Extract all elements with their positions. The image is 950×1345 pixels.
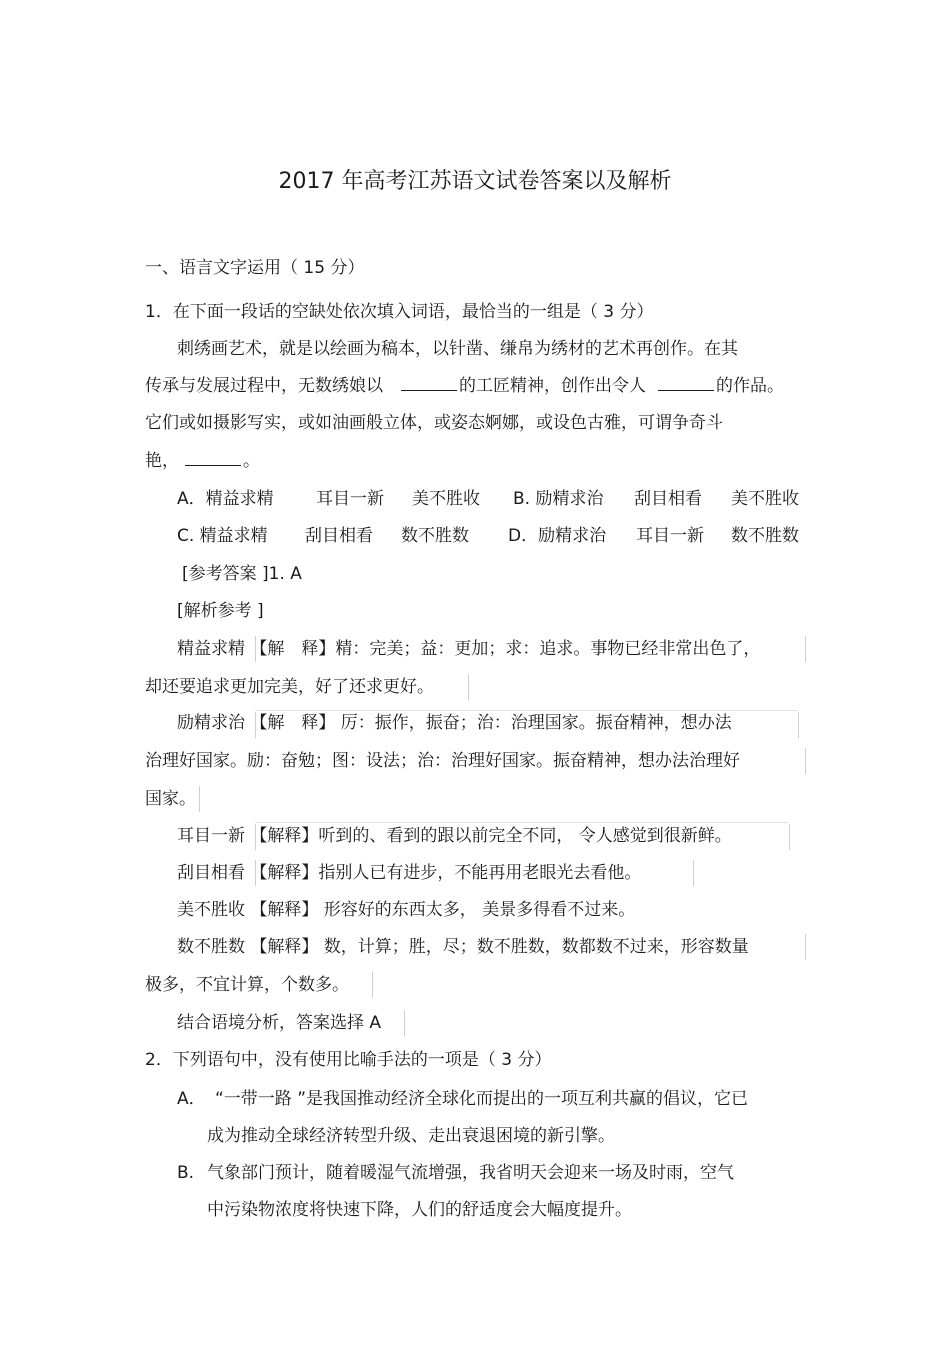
passage-text: 的作品。 — [716, 376, 784, 396]
table-border — [255, 710, 798, 711]
question-1-stem: 1．在下面一段话的空缺处依次填入词语，最恰当的一组是（ 3 分） — [145, 302, 654, 322]
table-border — [404, 1010, 405, 1036]
option-a-label: A．精益求精 — [177, 489, 274, 509]
option-c-word-3: 数不胜数 — [401, 526, 469, 546]
passage-text: 传承与发展过程中，无数绣娘以 — [145, 376, 383, 396]
option-d-word-2: 耳目一新 — [636, 526, 704, 546]
explanation-4: 刮目相看 【解释】指别人已有进步，不能再用老眼光去看他。 — [177, 863, 642, 883]
option-d-label: D．励精求治 — [508, 526, 607, 546]
table-border — [468, 674, 469, 700]
option-b-word-2: 刮目相看 — [634, 489, 702, 509]
explanation-2-line-3: 国家。 — [145, 789, 196, 809]
option-a-label: A． — [177, 1089, 206, 1109]
section-heading: 一、语言文字运用（ 15 分） — [145, 258, 365, 278]
table-border — [372, 972, 373, 998]
explanation-6-line-1: 数不胜数 【解释】 数，计算；胜，尽；数不胜数，数都数不过来，形容数量 — [177, 937, 749, 957]
table-border — [805, 748, 806, 774]
explanation-6-line-2: 极多，不宜计算，个数多。 — [145, 975, 349, 995]
table-border — [789, 824, 790, 850]
explanation-2-line-1: 励精求治 【解 释】 厉：振作，振奋；治：治理国家。振奋精神，想办法 — [177, 713, 732, 733]
table-border — [805, 934, 806, 960]
answer-conclusion: 结合语境分析，答案选择 A — [177, 1013, 382, 1033]
question-2-stem: 2．下列语句中，没有使用比喻手法的一项是（ 3 分） — [145, 1050, 552, 1070]
table-border — [798, 712, 799, 738]
option-c-word-2: 刮目相看 — [305, 526, 373, 546]
explanation-1-line-2: 却还要追求更加完美，好了还求更好。 — [145, 677, 434, 697]
question-1-passage-line-1: 刺绣画艺术，就是以绘画为稿本，以针凿、缣帛为绣材的艺术再创作。在其 — [177, 339, 738, 359]
question-1-passage-line-4 — [145, 450, 260, 472]
reference-answer: [参考答案 ]1. A — [182, 564, 302, 584]
question-1-passage-line-2 — [145, 375, 784, 397]
analysis-heading: [解析参考 ] — [177, 601, 264, 621]
explanation-5: 美不胜收 【解释】 形容好的东西太多， 美景多得看不过来。 — [177, 900, 636, 920]
option-c-label: C. 精益求精 — [177, 526, 268, 546]
passage-text: 的工匠精神，创作出令人 — [459, 376, 646, 396]
option-a-word-2: 耳目一新 — [316, 489, 384, 509]
explanation-1-line-1: 精益求精 【解 释】精：完美；益：更加；求：追求。事物已经非常出色了， — [177, 639, 761, 659]
question-1-passage-line-3: 它们或如摄影写实，或如油画般立体，或姿态婀娜，或设色古雅，可谓争奇斗 — [145, 413, 723, 433]
fill-blank-3 — [185, 450, 241, 466]
option-a-line-1: “一带一路 ”是我国推动经济全球化而提出的一项互利共赢的倡议，它已 — [215, 1089, 749, 1109]
table-border — [199, 786, 200, 812]
passage-text: 。 — [243, 451, 260, 471]
option-b-word-3: 美不胜收 — [731, 489, 799, 509]
table-border — [255, 822, 789, 823]
option-d-word-3: 数不胜数 — [731, 526, 799, 546]
passage-text: 艳， — [145, 451, 179, 471]
option-b-line-2: 中污染物浓度将快速下降，人们的舒适度会大幅度提升。 — [207, 1200, 632, 1220]
table-border — [693, 860, 694, 886]
option-a-word-3: 美不胜收 — [412, 489, 480, 509]
fill-blank-2 — [658, 375, 714, 391]
option-b-label: B. 励精求治 — [513, 489, 604, 509]
option-a-line-2: 成为推动全球经济转型升级、走出衰退困境的新引擎。 — [207, 1126, 615, 1146]
table-border — [805, 636, 806, 662]
fill-blank-1 — [401, 375, 457, 391]
option-b-label: B. — [177, 1163, 195, 1183]
document-title: 2017 年高考江苏语文试卷答案以及解析 — [278, 169, 672, 194]
explanation-2-line-2: 治理好国家。励：奋勉；图：设法；治：治理好国家。振奋精神，想办法治理好 — [145, 751, 740, 771]
explanation-3: 耳目一新 【解释】听到的、看到的跟以前完全不同， 令人感觉到很新鲜。 — [177, 826, 732, 846]
option-b-line-1: 气象部门预计，随着暖湿气流增强，我省明天会迎来一场及时雨，空气 — [207, 1163, 734, 1183]
